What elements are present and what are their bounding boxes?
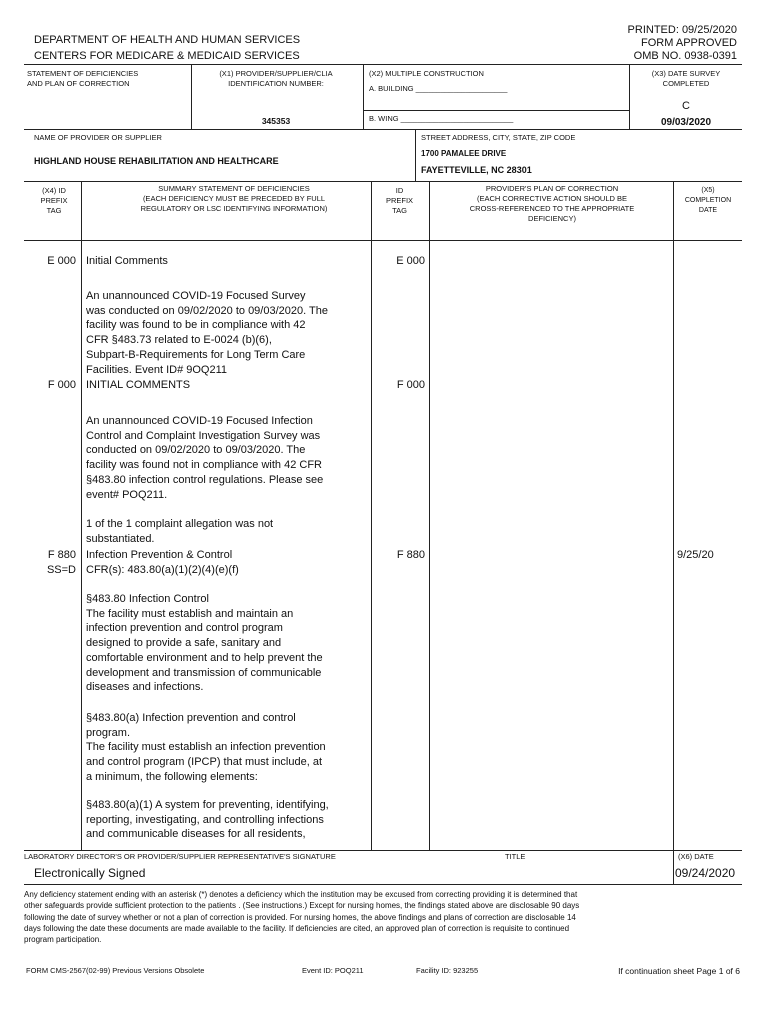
facility-id: Facility ID: 923255 [416,966,479,975]
provider-name: HIGHLAND HOUSE REHABILITATION AND HEALTHCARE [34,156,279,166]
provider-name-label: NAME OF PROVIDER OR SUPPLIER [34,133,162,142]
statement-label: STATEMENT OF DEFICIENCIES AND PLAN OF CORRECTION [27,69,139,88]
printed-date: PRINTED: 09/25/2020 [627,24,737,36]
x5-column-header: (X5) COMPLETION DATE [684,187,732,214]
building-label: A. BUILDING ______________________ [369,84,508,93]
event-id: Event ID: POQ211 [302,966,364,975]
signature-date-label: (X6) DATE [678,852,714,861]
summary-column-header: SUMMARY STATEMENT OF DEFICIENCIES (EACH DEFICIENCY MUST BE PRECEDED BY FULL REGULATORY OR LSC IDENTIFYING INFORMATION) [140,184,328,213]
e000-id: E 000 [396,255,425,267]
f000-text: An unannounced COVID-19 Focused Infection Control and Complaint Investigation Survey was conducted on 09/02/2020 to 09/03/2020. The facility was found not in compliance with 42 CFR §483.80 infection control regulations. Please see event# POQ211. [86,415,324,501]
page-number: If continuation sheet Page 1 of 6 [618,966,740,976]
provider-id-label: (X1) PROVIDER/SUPPLIER/CLIA IDENTIFICATION NUMBER: [219,69,333,88]
f880-completion-date: 9/25/20 [677,549,714,561]
f000-id: F 000 [396,379,425,391]
f880-id: F 880 [396,549,425,561]
title-label: TITLE [505,852,526,861]
address-city: FAYETTEVILLE, NC 28301 [421,165,532,175]
signature-label: LABORATORY DIRECTOR'S OR PROVIDER/SUPPLIER REPRESENTATIVE'S SIGNATURE [24,852,336,861]
e000-tag: E 000 [47,255,76,267]
f880-paragraph-2: §483.80(a) Infection prevention and control program. The facility must establish an infection prevention and control program (IPCP) that must include, at a minimum, the following elements: [86,712,326,783]
omb-number: OMB NO. 0938-0391 [633,50,737,62]
id-column-header: ID PREFIX TAG [385,186,414,215]
survey-date-label: (X3) DATE SURVEY COMPLETED [651,69,721,88]
f000-tag: F 000 [47,379,76,391]
signature-value: Electronically Signed [34,866,146,880]
f880-paragraph-1: §483.80 Infection Control The facility must establish and maintain an infection prevention and control program designed to provide a safe, sanitary and comfortable environment and to help prevent the development and transmission of communicable diseases and infections. [86,593,323,694]
address-street: 1700 PAMALEE DRIVE [421,149,507,158]
wing-label: B. WING ___________________________ [369,114,514,123]
e000-title: Initial Comments [86,255,168,267]
agency-name: CENTERS FOR MEDICARE & MEDICAID SERVICES [34,50,300,62]
plan-column-header: PROVIDER'S PLAN OF CORRECTION (EACH CORRECTIVE ACTION SHOULD BE CROSS-REFERENCED TO THE APPROPRIATE DEFICIENCY) [469,184,635,223]
department-name: DEPARTMENT OF HEALTH AND HUMAN SERVICES [34,34,301,46]
x4-column-header: (X4) ID PREFIX TAG [40,186,68,215]
f880-cfr: CFR(s): 483.80(a)(1)(2)(4)(e)(f) [86,564,239,576]
f880-paragraph-3: §483.80(a)(1) A system for preventing, identifying, reporting, investigating, and controlling infections and communicable diseases for all residents, [86,799,329,841]
signature-date-value: 09/24/2020 [675,866,736,880]
multiple-construction-label: (X2) MULTIPLE CONSTRUCTION [369,69,484,78]
provider-id-value: 345353 [261,116,291,126]
disclosure-footnote: Any deficiency statement ending with an asterisk (*) denotes a deficiency which the institution may be excused from correcting providing it is determined that other safeguards provide sufficient protection to the patients . (See instructions.) Except for nursing homes, the findings stated above are disclosable 90 days following the date of survey whether or not a plan of correction is provided. For nursing homes, the above findings and plans of correction are disclosable 14 days following the date these documents are made available to the facility. If deficiencies are cited, an approved plan of correction is requisite to continued program participation. [24,890,580,945]
f880-title: Infection Prevention & Control [86,549,233,561]
form-number: FORM CMS-2567(02-99) Previous Versions Obsolete [26,966,205,975]
survey-type-letter: C [682,100,690,112]
address-label: STREET ADDRESS, CITY, STATE, ZIP CODE [421,133,576,142]
form-approved: FORM APPROVED [641,37,737,49]
f000-title: INITIAL COMMENTS [86,379,191,391]
e000-text: An unannounced COVID-19 Focused Survey was conducted on 09/02/2020 to 09/03/2020. The facility was found to be in compliance with 42 CFR §483.73 related to E-0024 (b)(6), Subpart-B-Requirements for Long Term Care Facilities. Event ID# 9OQ211 [86,290,328,376]
f880-tag: F 880 [47,549,76,561]
f000-text-2: 1 of the 1 complaint allegation was not substantiated. [86,518,274,545]
f880-scope-severity: SS=D [46,564,76,576]
survey-date-value: 09/03/2020 [660,117,712,128]
